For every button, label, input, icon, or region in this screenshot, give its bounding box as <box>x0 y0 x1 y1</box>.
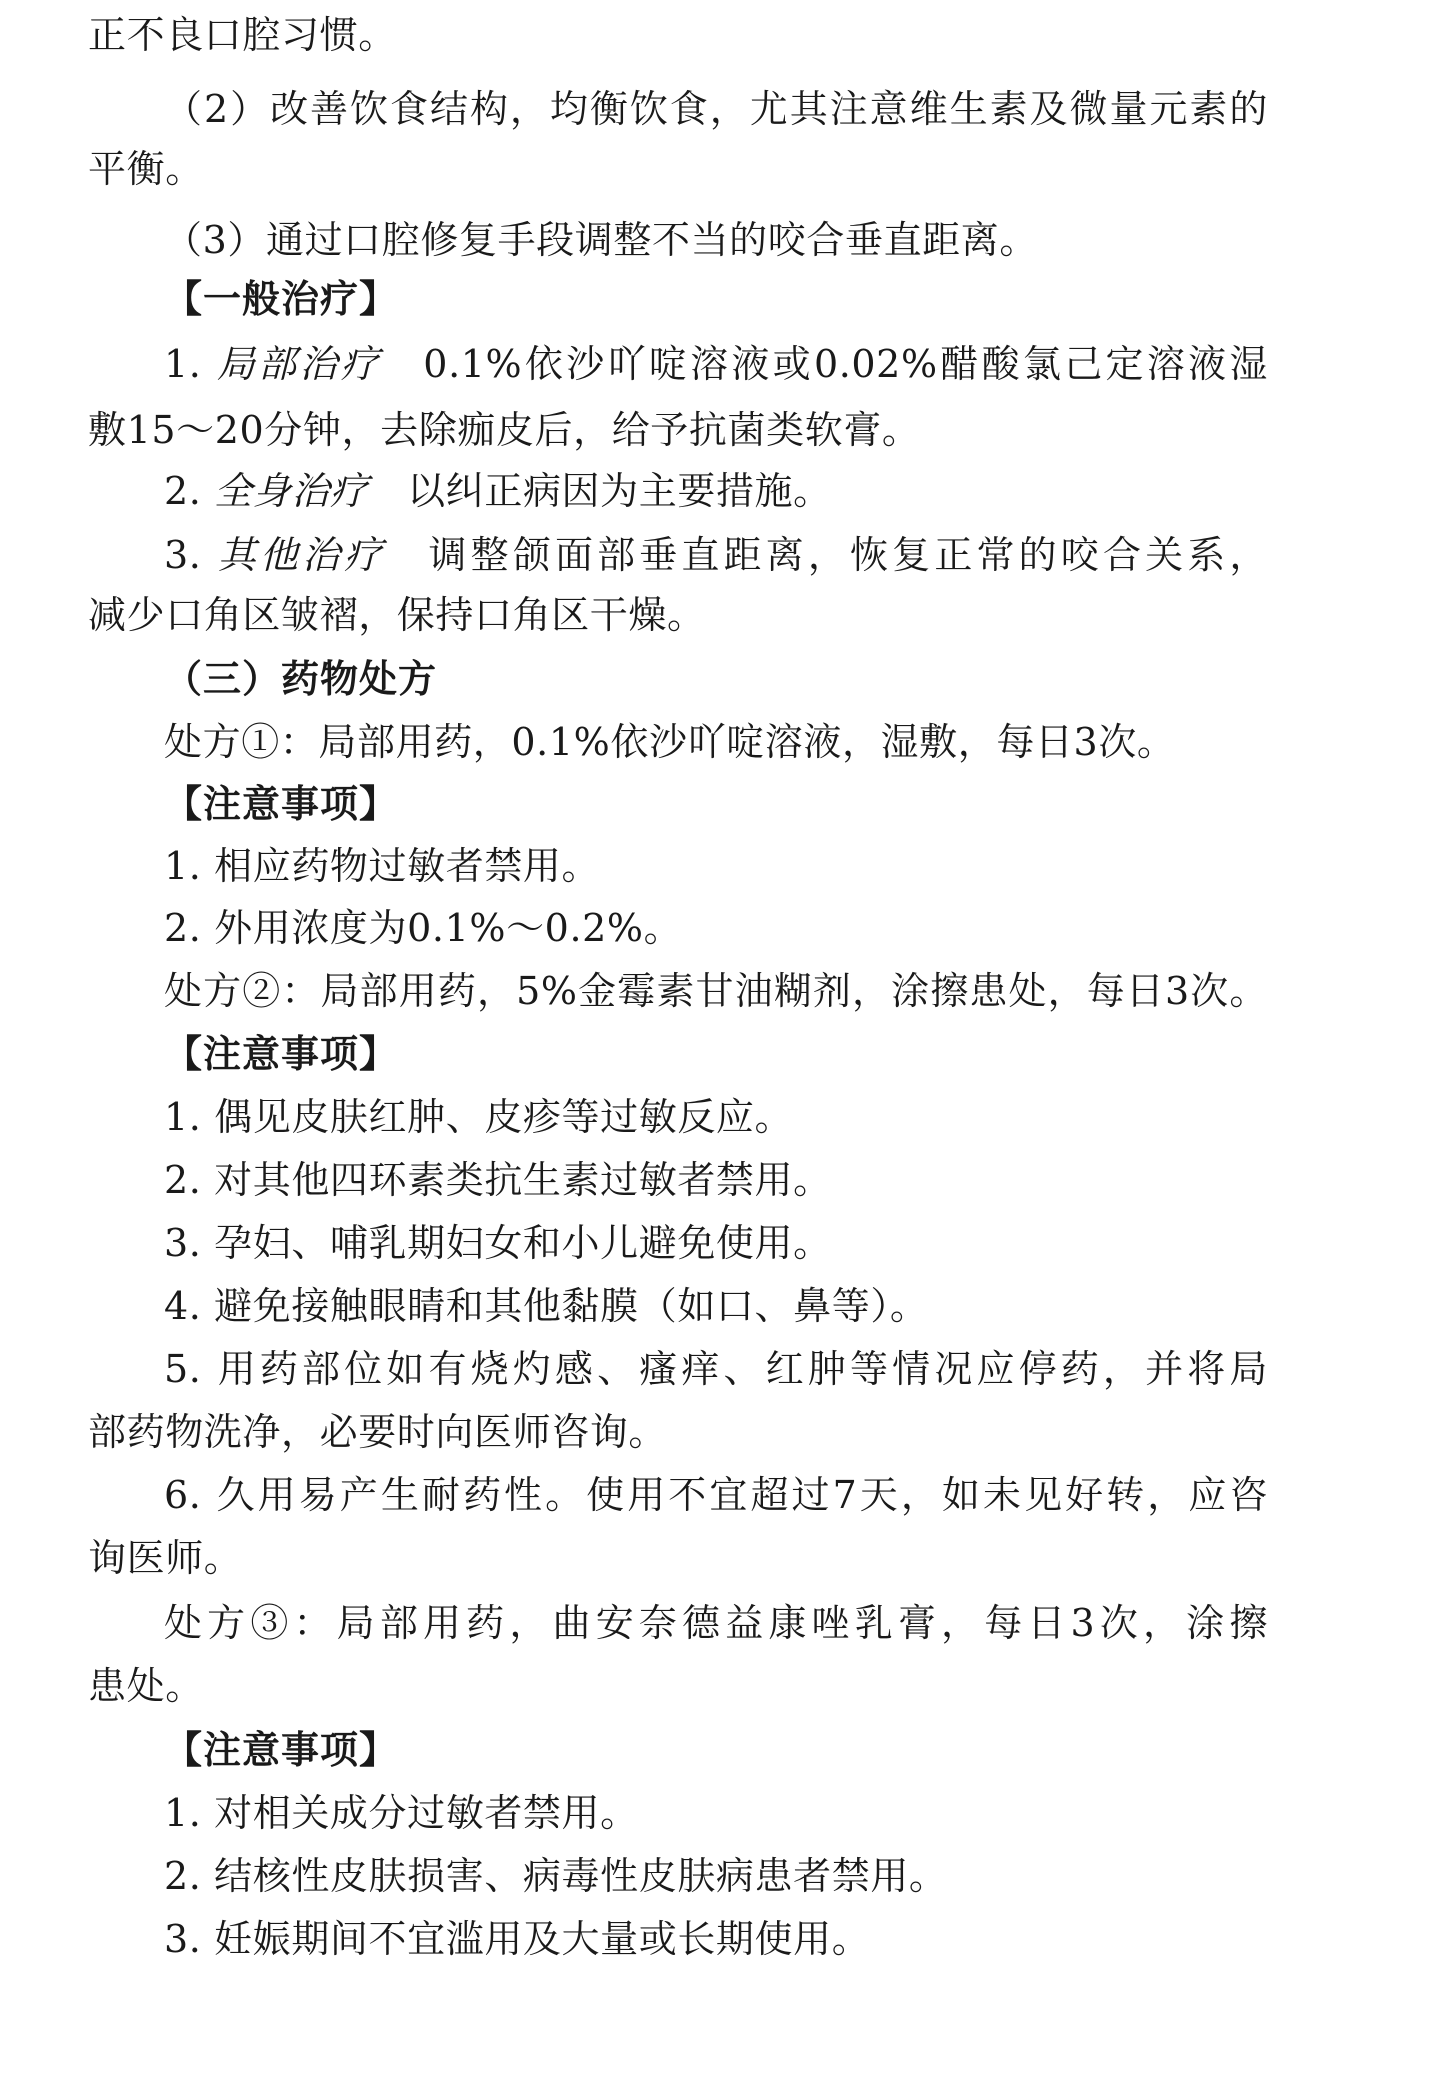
text-line <box>164 466 832 516</box>
text-line: 平衡。 <box>88 147 204 191</box>
item-term: 局部治疗 <box>216 342 382 386</box>
item-term: 其他治疗 <box>217 533 387 577</box>
item-number: 1. <box>164 342 217 386</box>
text-line <box>164 339 1268 389</box>
section-heading: 【注意事项】 <box>164 1032 399 1076</box>
text-line: 6. 久用易产生耐药性。使用不宜超过7天，如未见好转，应咨 <box>164 1473 1268 1517</box>
text-line: （3）通过口腔修复手段调整不当的咬合垂直距离。 <box>164 218 1038 262</box>
section-heading: 【注意事项】 <box>164 1728 399 1772</box>
text-line: （2）改善饮食结构，均衡饮食，尤其注意维生素及微量元素的 <box>164 87 1268 131</box>
text-line: 4. 避免接触眼睛和其他黏膜（如口、鼻等）。 <box>164 1284 929 1328</box>
item-term: 全身治疗 <box>214 469 369 513</box>
text-line: 2. 结核性皮肤损害、病毒性皮肤病患者禁用。 <box>164 1854 948 1898</box>
text-line: 部药物洗净，必要时向医师咨询。 <box>88 1410 668 1454</box>
text-line: 2. 外用浓度为0.1%～0.2%。 <box>164 906 683 950</box>
text-line: 1. 偶见皮肤红肿、皮疹等过敏反应。 <box>164 1095 794 1139</box>
text-line: 询医师。 <box>88 1536 243 1580</box>
section-heading: （三）药物处方 <box>164 657 438 701</box>
text-line: 处方①：局部用药，0.1%依沙吖啶溶液，湿敷，每日3次。 <box>164 720 1176 764</box>
text-line: 处方③：局部用药，曲安奈德益康唑乳膏，每日3次，涂擦 <box>164 1601 1268 1645</box>
item-text: 0.1%依沙吖啶溶液或0.02%醋酸氯己定溶液湿 <box>382 342 1268 386</box>
item-number: 2. <box>164 469 215 513</box>
text-line: 3. 孕妇、哺乳期妇女和小儿避免使用。 <box>164 1221 832 1265</box>
section-heading: 【一般治疗】 <box>164 277 399 321</box>
text-line: 正不良口腔习惯。 <box>88 13 397 57</box>
text-line: 1. 对相关成分过敏者禁用。 <box>164 1791 639 1835</box>
item-text: 调整颌面部垂直距离，恢复正常的咬合关系， <box>386 533 1269 577</box>
text-line: 5. 用药部位如有烧灼感、瘙痒、红肿等情况应停药，并将局 <box>164 1347 1268 1391</box>
text-line: 2. 对其他四环素类抗生素过敏者禁用。 <box>164 1158 832 1202</box>
text-line: 处方②：局部用药，5%金霉素甘油糊剂，涂擦患处，每日3次。 <box>164 969 1268 1013</box>
item-text: 以纠正病因为主要措施。 <box>368 469 832 513</box>
text-line: 敷15～20分钟，去除痂皮后，给予抗菌类软膏。 <box>88 408 921 452</box>
text-line: 3. 妊娠期间不宜滥用及大量或长期使用。 <box>164 1917 871 1961</box>
text-line <box>164 530 1268 580</box>
text-line: 患处。 <box>88 1664 204 1708</box>
text-line: 减少口角区皱褶，保持口角区干燥。 <box>88 593 706 637</box>
item-number: 3. <box>164 533 218 577</box>
text-line: 1. 相应药物过敏者禁用。 <box>164 844 601 888</box>
section-heading: 【注意事项】 <box>164 782 399 826</box>
